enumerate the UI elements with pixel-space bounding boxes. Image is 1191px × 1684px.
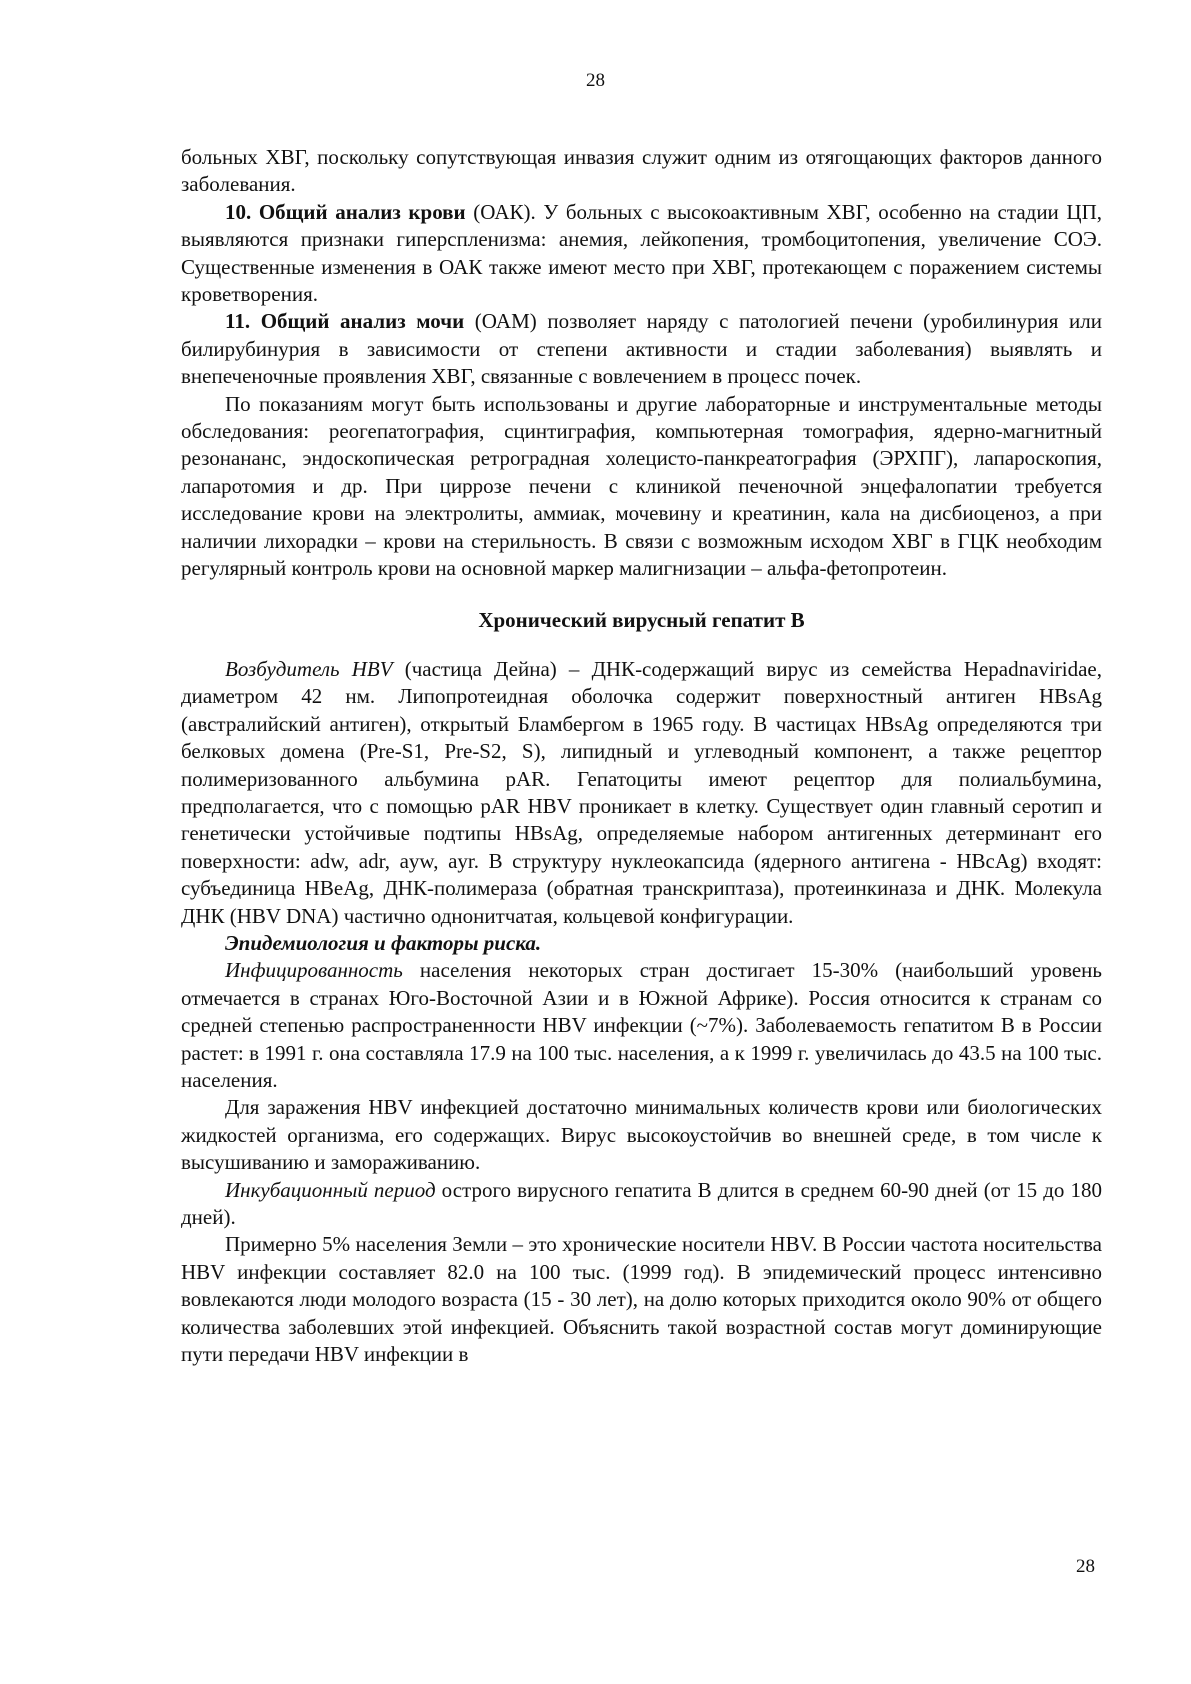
- incubation-text: острого вирусного гепатита В длится в среднем 60-90 дней (от 15 до 180 дней).: [181, 1177, 1102, 1230]
- urine-test-title: 11. Общий анализ мочи: [225, 309, 465, 334]
- paragraph-blood-test: [181, 199, 1102, 309]
- page-number-bottom: 28: [1076, 1556, 1095, 1577]
- paragraph-carriers: Примерно 5% населения Земли – это хронические носители HBV. В России частота носительства HBV инфекции составляет 82.0 на 100 тыс. (1999 год). В эпидемический процесс интенсивно вовлекаются люди молодого возраста (15 - 30 лет), на долю которых приходится около 90% от общего количества заболевших этой инфекцией. Объяснить такой возрастной состав могут доминирующие пути передачи HBV инфекции в: [181, 1232, 1102, 1367]
- infection-rate-lead: Инфицированность: [225, 958, 403, 983]
- paragraph-transmission: Для заражения HBV инфекцией достаточно минимальных количеств крови или биологических жидкостей организма, его содержащих. Вирус высокоустойчив во внешней среде, в том числе к высушиванию и замораживанию.: [181, 1095, 1102, 1175]
- paragraph-pathogen: [181, 656, 1102, 930]
- page-number-top: 28: [586, 70, 605, 91]
- document-body: [181, 144, 1102, 1368]
- paragraph-other-methods: По показаниям могут быть использованы и другие лабораторные и инструментальные методы обследования: реогепатография, сцинтиграфия, компьютерная томография, ядерно-магнитный резонананс, эндоскопическая ретроградная холецисто-панкреатография (ЭРХПГ), лапароскопия, лапаротомия и др. При циррозе печени с клиникой печеночной энцефалопатии требуется исследование крови на электролиты, аммиак, мочевину и креатинин, кала на дисбиоценоз, а при наличии лихорадки – крови на стерильность. В связи с возможным исходом ХВГ в ГЦК необходим регулярный контроль крови на основной маркер малигнизации – альфа-фетопротеин.: [181, 391, 1102, 581]
- pathogen-lead: Возбудитель HBV: [225, 656, 393, 681]
- blood-test-text: (ОАК). У больных с высокоактивным ХВГ, особенно на стадии ЦП, выявляются признаки гиперспленизма: анемия, лейкопения, тромбоцитопения, увеличение СОЭ. Существенные изменения в ОАК также имеют место при ХВГ, протекающем с поражением системы кроветворения.: [181, 199, 1102, 307]
- paragraph-infection-rate: [181, 957, 1102, 1094]
- infection-rate-text: населения некоторых стран достигает 15-30% (наибольший уровень отмечается в странах Юго-Восточной Азии и в Южной Африке). Россия относится к странам со средней степенью распространенности HBV инфекции (~7%). Заболеваемость гепатитом В в России растет: в 1991 г. она составляла 17.9 на 100 тыс. населения, а к 1999 г. увеличилась до 43.5 на 100 тыс. населения.: [181, 958, 1102, 1092]
- incubation-lead: Инкубационный период: [225, 1177, 436, 1202]
- subheading-epidemiology: Эпидемиология и факторы риска.: [225, 930, 542, 955]
- urine-test-text: (ОАМ) позволяет наряду с патологией печени (уробилинурия или билирубинурия в зависимости от степени активности и стадии заболевания) выявлять и внепеченочные проявления ХВГ, связанные с вовлечением в процесс почек.: [181, 309, 1103, 389]
- paragraph-incubation: [181, 1177, 1102, 1232]
- blood-test-title: 10. Общий анализ крови: [225, 199, 466, 224]
- paragraph-intro: больных ХВГ, поскольку сопутствующая инвазия служит одним из отягощающих факторов данного заболевания.: [181, 145, 1102, 197]
- section-heading: Хронический вирусный гепатит В: [478, 607, 805, 632]
- pathogen-text: (частица Дейна) – ДНК-содержащий вирус из семейства Hepadnaviridae, диаметром 42 нм. Липопротеидная оболочка содержит поверхностный антиген HBsAg (австралийский антиген), открытый Бламбергом в 1965 году. В частицах HBsAg определяются три белковых домена (Pre-S1, Pre-S2, S), липидный и углеводный компонент, а также рецептор полимеризованного альбумина pAR. Гепатоциты имеют рецептор для полиальбумина, предполагается, что с помощью pAR HBV проникает в клетку. Существует один главный серотип и генетически устойчивые подтипы HBsAg, определяемые набором антигенных детерминант его поверхности: adw, adr, ayw, ayr. В структуру нуклеокапсида (ядерного антигена - HBcAg) входят: субъединица HBeAg, ДНК-полимераза (обратная транскриптаза), протеинкиназа и ДНК. Молекула ДНК (HBV DNA) частично однонитчатая, кольцевой конфигурации.: [181, 656, 1102, 928]
- paragraph-urine-test: [181, 308, 1102, 390]
